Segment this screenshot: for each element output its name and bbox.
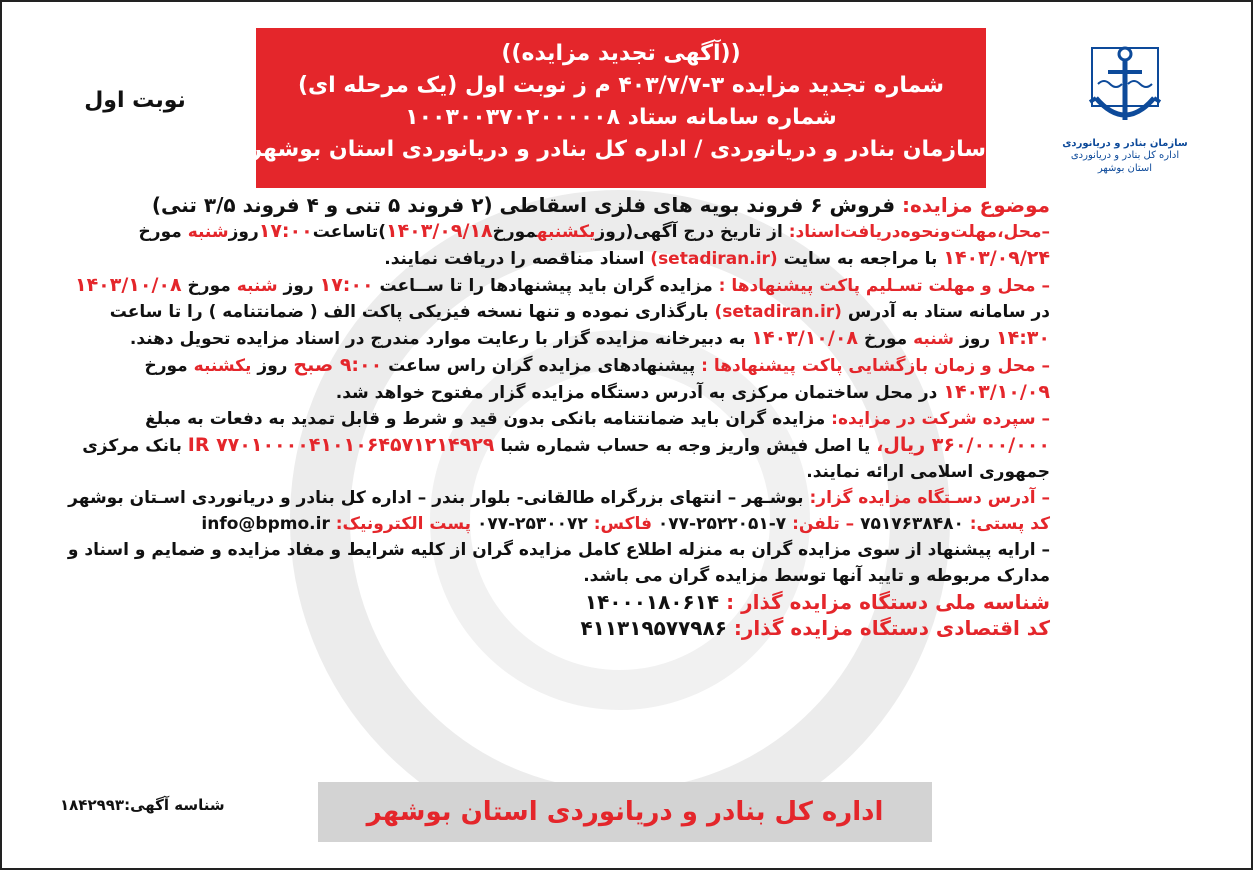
logo-org-name: سازمان بنادر و دریانوردی — [1062, 138, 1188, 149]
deposit-label: – سپرده شرکت در مزایده: — [831, 409, 1050, 429]
national-id-row — [60, 589, 1050, 615]
contact-row — [60, 511, 1050, 537]
deposit-paragraph — [60, 406, 1050, 485]
notice-text: – ارایه پیشنهاد از سوی مزایده گران به منزله اطلاع کامل مزایده گران از کلیه شرایط و مفاد مزایده و ضمایم و اسناد و مدارک مربوطه و تایید آنها توسط مزایده گران می باشد. — [67, 540, 1050, 586]
documents-date: ۱۴۰۳/۰۹/۲۴ — [943, 247, 1050, 269]
economic-code-value: ۴۱۱۳۱۹۵۷۷۹۸۶ — [580, 616, 727, 640]
setadiran-link[interactable]: (setadiran.ir) — [650, 249, 778, 269]
opening-day: یکشنبه — [193, 356, 252, 376]
opening-text: در محل ساختمان مرکزی به آدرس دستگاه مزایده گزار مفتوح خواهد شد. — [335, 383, 938, 403]
header-line-1: ((آگهی تجدید مزایده)) — [501, 41, 741, 66]
ad-id-label: شناسه آگهی: — [124, 796, 225, 814]
opening-text: پیشنهادهای مزایده گران راس ساعت — [388, 356, 696, 376]
subject-text: فروش ۶ فروند بویه های فلزی اسقاطی (۲ فروند ۵ تنی و ۴ فروند ۳/۵ تنی) — [151, 193, 896, 217]
national-id-label: شناسه ملی دستگاه مزایده گذار : — [726, 590, 1050, 614]
submission-text: بارگذاری نموده و تنها نسخه فیزیکی پاکت الف ( ضمانتنامه ) را تا ساعت — [109, 302, 709, 322]
header-line-2: شماره تجدید مزایده ۳-۴۰۳/۷/۷ م ز نوبت اول (یک مرحله ای) — [297, 73, 945, 98]
logo-subtitle-1: اداره کل بنادر و دریانوردی — [1070, 150, 1180, 161]
fax-number: ۰۷۷-۲۵۳۰۰۷۲ — [476, 514, 588, 534]
documents-text: )تاساعت — [312, 222, 386, 242]
submission-text: روز — [283, 276, 314, 296]
phone-number: ۰۷۷-۲۵۲۲۰۵۱-۷ — [657, 514, 787, 534]
deposit-amount: ۳۶۰/۰۰۰/۰۰۰ ریال، — [876, 434, 1050, 456]
documents-time: ۱۷:۰۰ — [258, 220, 313, 242]
documents-text: روز — [228, 222, 259, 242]
footer-banner: اداره کل بنادر و دریانوردی استان بوشهر — [318, 782, 932, 842]
email-label: پست الکترونیک: — [335, 514, 472, 534]
header-line-4: سازمان بنادر و دریانوردی / اداره کل بنادر و دریانوردی استان بوشهر — [249, 137, 986, 162]
economic-code-label: کد اقتصادی دستگاه مزایده گذار: — [733, 616, 1050, 640]
economic-code-row — [60, 615, 1050, 641]
documents-date: ۱۴۰۳/۰۹/۱۸ — [385, 220, 493, 242]
postal-label: کد پستی: — [969, 514, 1050, 534]
documents-day: یکشنبه — [536, 222, 596, 242]
ad-id — [60, 796, 225, 814]
submission-time: ۱۷:۰۰ — [319, 274, 374, 296]
organization-logo — [1025, 40, 1225, 190]
anchor-logo-icon — [1082, 40, 1168, 136]
submission-label: – محل و مهلت تسـلیم پاکت پیشنهادها : — [718, 276, 1050, 296]
opening-text: روز — [257, 356, 288, 376]
documents-day: شنبه — [187, 222, 229, 242]
submission-text: به دبیرخانه مزایده گزار با رعایت موارد مندرج در اسناد مزایده تحویل دهند. — [129, 329, 746, 349]
address-label: – آدرس دسـتگاه مزایده گزار: — [809, 488, 1050, 508]
submission-text: مورخ — [187, 276, 231, 296]
deposit-text: یا اصل فیش واریز وجه به حساب شماره شبا — [500, 436, 871, 456]
opening-date: ۱۴۰۳/۱۰/۰۹ — [943, 381, 1050, 403]
submission-text: مورخ — [863, 329, 908, 349]
documents-text: اسناد مناقصه را دریافت نمایند. — [384, 249, 645, 269]
opening-paragraph — [60, 352, 1050, 406]
opening-time: ۹:۰۰ صبح — [293, 354, 383, 376]
deposit-text: بانک مرکزی جمهوری اسلامی ارائه نمایند. — [82, 436, 1050, 482]
ad-id-value: ۱۸۴۲۹۹۳ — [60, 796, 125, 814]
subject-row — [60, 192, 1050, 218]
submission-day: شنبه — [236, 276, 278, 296]
email-link[interactable]: info@bpmo.ir — [201, 514, 330, 534]
opening-label: – محل و زمان بازگشایی پاکت پیشنهادها : — [701, 356, 1050, 376]
phone-label: – تلفن: — [792, 514, 855, 534]
documents-text: با مراجعه به سایت — [783, 249, 938, 269]
notice-paragraph — [60, 537, 1050, 589]
documents-text: از تاریخ درج آگهی(روز — [595, 222, 783, 242]
submission-date: ۱۴۰۳/۱۰/۰۸ — [74, 274, 182, 296]
subject-label: موضوع مزایده: — [902, 193, 1050, 217]
documents-text: مورخ — [138, 222, 182, 242]
header-banner — [249, 28, 986, 188]
submission-text: مزایده گران باید پیشنهادها را تا ســاعت — [379, 276, 713, 296]
submission-paragraph — [60, 272, 1050, 352]
postal-code: ۷۵۱۷۶۳۸۴۸۰ — [860, 514, 964, 534]
submission-text: در سامانه ستاد به آدرس — [847, 302, 1050, 322]
documents-text: مورخ — [492, 222, 537, 242]
sheba-number: IR ۷۷۰۱۰۰۰۰۴۱۰۱۰۶۴۵۷۱۲۱۴۹۲۹ — [187, 434, 495, 456]
deposit-text: مزایده گران باید ضمانتنامه بانکی بدون قید و شرط و قابل تمدید به دفعات به مبلغ — [145, 409, 826, 429]
submission-text: روز — [959, 329, 991, 349]
national-id-value: ۱۴۰۰۰۱۸۰۶۱۴ — [584, 590, 720, 614]
advertisement-body — [60, 192, 1050, 641]
submission-time: ۱۴:۳۰ — [996, 327, 1050, 349]
opening-text: مورخ — [144, 356, 188, 376]
fax-label: فاکس: — [593, 514, 652, 534]
header-line-3: شماره سامانه ستاد ۱۰۰۳۰۰۳۷۰۲۰۰۰۰۰۸ — [405, 105, 837, 130]
logo-subtitle-2: استان بوشهر — [1097, 163, 1153, 174]
submission-day: شنبه — [913, 329, 955, 349]
address-text: بوشـهر – انتهای بزرگراه طالقانی- بلوار بندر – اداره کل بنادر و دریانوردی اسـتان بوشهر — [68, 488, 804, 508]
round-label: نوبت اول — [84, 88, 186, 113]
setadiran-link[interactable]: (setadiran.ir) — [714, 302, 842, 322]
address-paragraph — [60, 485, 1050, 511]
documents-label: –محل،مهلت‌ونحوه‌دریافت‌اسناد: — [788, 222, 1050, 242]
documents-paragraph — [60, 218, 1050, 272]
submission-date: ۱۴۰۳/۱۰/۰۸ — [751, 327, 859, 349]
